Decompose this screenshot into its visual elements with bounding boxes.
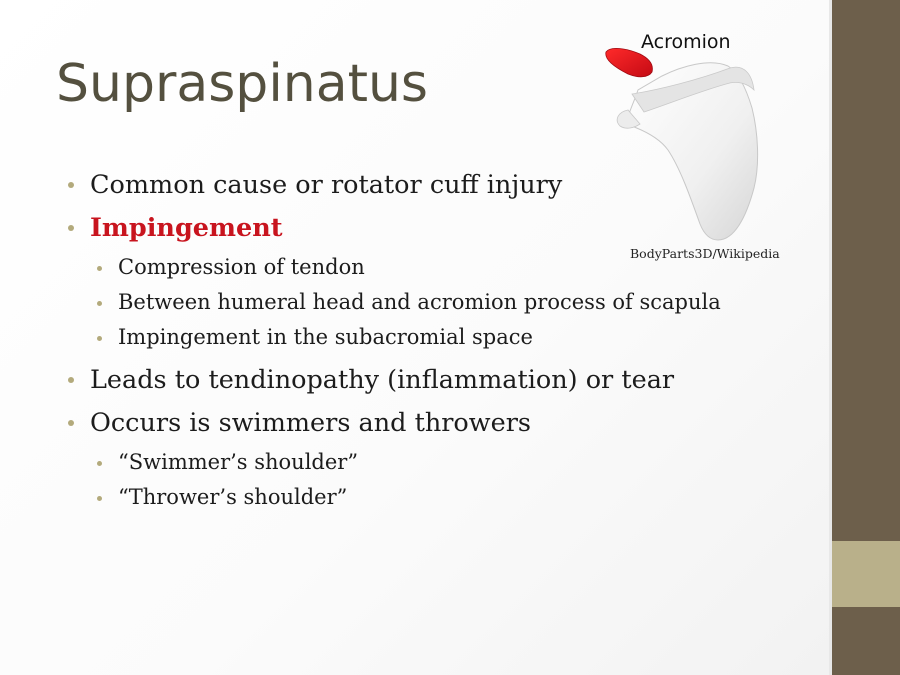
sub-bullet-item: “Swimmer’s shoulder”	[94, 445, 766, 480]
slide-title: Supraspinatus	[56, 54, 429, 114]
sub-bullet-list	[66, 250, 766, 355]
bullet-item: Leads to tendinopathy (inflammation) or tear	[66, 359, 766, 402]
acromion-label: Acromion	[641, 31, 731, 53]
sub-bullet-item: Between humeral head and acromion process of scapula	[94, 285, 766, 320]
bullet-item: Occurs is swimmers and throwers	[66, 402, 766, 445]
bullet-list	[66, 164, 766, 519]
sub-bullet-item: Impingement in the subacromial space	[94, 320, 766, 355]
sub-bullet-item: “Thrower’s shoulder”	[94, 480, 766, 515]
bullet-item-impingement: Impingement	[66, 207, 766, 250]
sub-bullet-list	[66, 445, 766, 515]
image-credit: BodyParts3D/Wikipedia	[630, 246, 780, 261]
sidebar-accent-block	[832, 541, 900, 607]
bullet-item: Common cause or rotator cuff injury	[66, 164, 766, 207]
sub-bullet-item: Compression of tendon	[94, 250, 766, 285]
